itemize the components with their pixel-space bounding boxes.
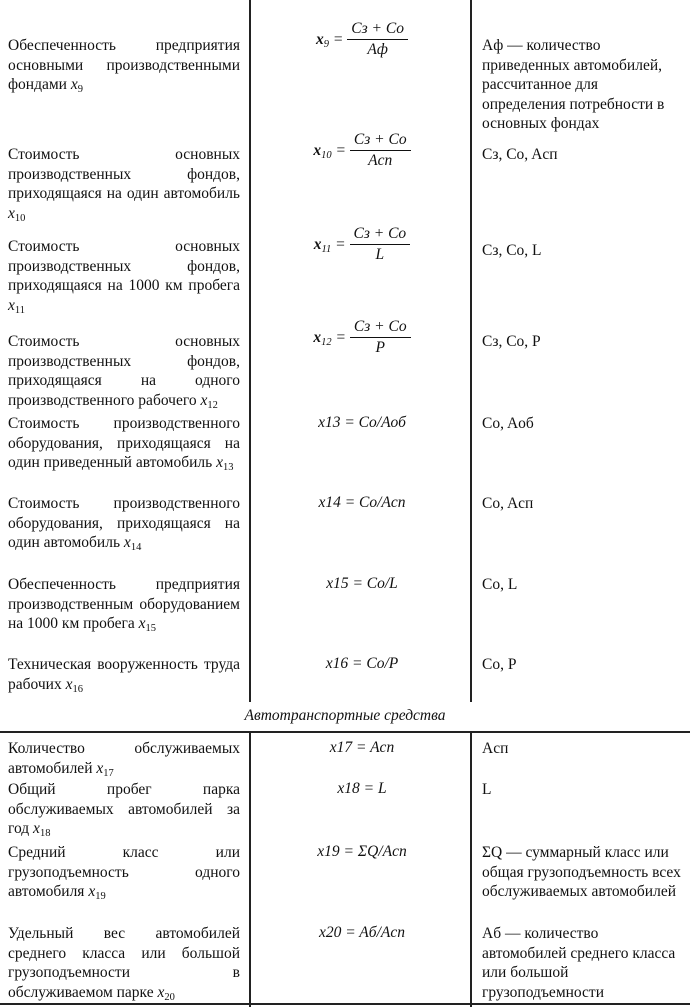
row-note: Co, P <box>482 656 517 673</box>
formula: x15 = Co/L <box>326 575 398 592</box>
subscript: 12 <box>207 399 218 411</box>
row-note: ΣQ — суммарный класс или общая грузоподъемность всех обслуживаемых автомобилей <box>482 844 681 900</box>
subscript: 17 <box>103 767 114 779</box>
subscript: 11 <box>14 304 26 316</box>
formula: x13 = Co/Aоб <box>318 414 406 431</box>
numerator: Cз + Co <box>350 318 411 338</box>
denominator: L <box>375 246 385 263</box>
description-text: Удельный вес автомобилей среднего класса или большой грузоподъемности в обслуживаемом парке <box>8 925 240 1001</box>
formula: x14 = Co/Aсп <box>318 494 406 511</box>
row-description: Стоимость производственного оборудования, приходящаяся на один приведенный автомобиль $x_{13}$ <box>8 415 240 473</box>
row-description: Обеспеченность предприятия основными производственными фондами $x_9$ <box>8 37 240 95</box>
row-note: Aб — количество автомобилей среднего класса или большой грузоподъемности <box>482 925 676 1001</box>
numerator: Cз + Co <box>350 131 411 151</box>
row-note: L <box>482 781 492 798</box>
row-description: Стоимость производственного оборудования, приходящаяся на один автомобиль $x_{14}$ <box>8 495 240 553</box>
numerator: Cз + Co <box>347 20 408 40</box>
subscript: 13 <box>222 462 234 473</box>
formula: $x_9$ = $\frac{Cз + Co}{Aф}$ <box>256 20 468 59</box>
subscript: 18 <box>39 828 51 839</box>
row-description: Удельный вес автомобилей среднего класса или большой грузоподъемности в обслуживаемом парке $x_{20}$ <box>8 925 240 1003</box>
subscript: 12 <box>321 336 332 348</box>
row-note: Co, Aсп <box>482 495 534 512</box>
description-text: Средний класс или грузоподъемность одного автомобиля <box>8 844 240 900</box>
description-text: Стоимость основных производственных фондов, приходящаяся на 1000 км пробега <box>8 238 240 294</box>
formula: x19 = ΣQ/Aсп <box>317 843 407 860</box>
denominator: P <box>375 339 385 356</box>
section-rule <box>0 731 690 733</box>
subscript: 11 <box>321 243 332 255</box>
subscript: 16 <box>72 683 83 695</box>
subscript: 9 <box>77 84 83 95</box>
section-title: Автотранспортные средства <box>244 707 446 724</box>
description-text: Обеспеченность предприятия основными производственными фондами <box>8 37 240 93</box>
description-text: Стоимость основных производственных фондов, приходящаяся на одного производственного рабочего <box>8 333 240 409</box>
subscript: 9 <box>323 38 330 50</box>
formula: $x_{12}$ = $\frac{Cз + Co}{P}$ <box>256 318 468 357</box>
description-text: Количество обслуживаемых автомобилей <box>8 740 240 777</box>
row-note: Cз, Co, P <box>482 333 541 350</box>
formula: $x_{10}$ = $\frac{Cз + Co}{\text{Aсп}}$ <box>256 131 468 170</box>
subscript: 15 <box>145 623 156 634</box>
subscript: 10 <box>14 212 26 224</box>
description-text: Стоимость производственного оборудования, приходящаяся на один автомобиль <box>8 495 240 551</box>
description-text: Обеспеченность предприятия производственным оборудованием на 1000 км пробега <box>8 576 240 632</box>
subscript: 10 <box>321 149 332 161</box>
row-description: Обеспеченность предприятия производственным оборудованием на 1000 км пробега $x_{15}$ <box>8 576 240 634</box>
subscript: 20 <box>164 991 175 1003</box>
row-description: Общий пробег парка обслуживаемых автомобилей за год $x_{18}$ <box>8 781 240 839</box>
row-description: Стоимость основных производственных фондов, приходящаяся на одного производственного рабочего $x_{12}$ <box>8 333 240 411</box>
denominator: Aф <box>367 41 388 58</box>
formula: $x_{11}$ = $\frac{Cз + Co}{L}$ <box>256 225 468 264</box>
row-description: Средний класс или грузоподъемность одного автомобиля $x_{19}$ <box>8 844 240 902</box>
formula: x18 = L <box>337 780 387 797</box>
row-note: Co, Aоб <box>482 415 534 432</box>
row-description: Стоимость основных производственных фондов, приходящаяся на один автомобиль $x_{10}$ <box>8 146 240 224</box>
formula: x20 = Aб/Aсп <box>319 924 405 941</box>
row-description: Техническая вооруженность труда рабочих $x_{16}$ <box>8 656 240 695</box>
description-text: Стоимость производственного оборудования, приходящаяся на один приведенный автомобиль <box>8 415 240 471</box>
column-divider-2 <box>470 0 472 1007</box>
formula: x16 = Co/P <box>325 655 399 672</box>
row-description: Стоимость основных производственных фондов, приходящаяся на 1000 км пробега $x_{11}$ <box>8 238 240 316</box>
row-description: Количество обслуживаемых автомобилей $x_{17}$ <box>8 740 240 779</box>
numerator: Cз + Co <box>350 225 411 245</box>
description-text: Стоимость основных производственных фондов, приходящаяся на один автомобиль <box>8 146 240 202</box>
formula: x17 = Aсп <box>329 739 395 756</box>
subscript: 19 <box>95 891 106 902</box>
row-note: Co, L <box>482 576 518 593</box>
row-note: Aф — количество приведенных автомобилей, рассчитанное для определения потребности в основных фондах <box>482 37 665 132</box>
description-text: Общий пробег парка обслуживаемых автомобилей за год <box>8 781 240 837</box>
row-note: Aсп <box>482 740 509 757</box>
denominator: Aсп <box>368 152 393 169</box>
subscript: 14 <box>130 542 142 553</box>
row-note: Cз, Co, L <box>482 242 542 259</box>
bottom-rule <box>0 1003 690 1005</box>
row-note: Cз, Co, Aсп <box>482 146 558 163</box>
description-text: Техническая вооруженность труда рабочих <box>8 656 240 693</box>
column-divider-1 <box>249 0 251 1007</box>
